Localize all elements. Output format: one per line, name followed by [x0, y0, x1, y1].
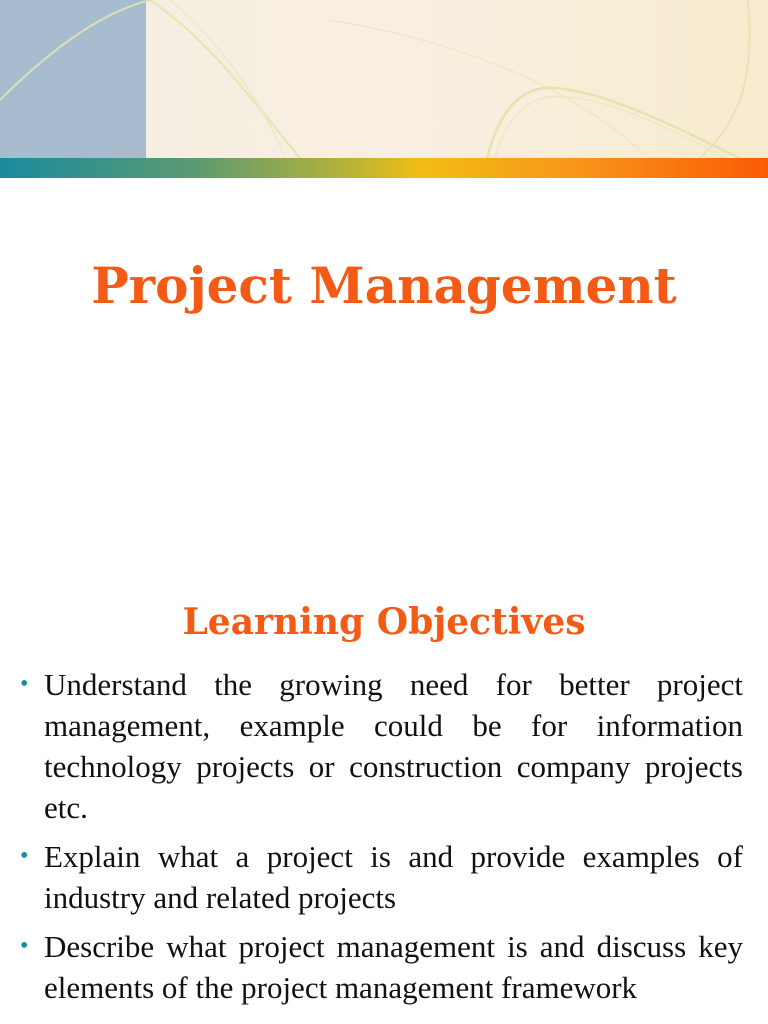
header-banner [0, 0, 768, 158]
slide-title: Project Management [91, 256, 677, 315]
decorative-curves [0, 0, 768, 158]
objective-text: Understand the growing need for better project management, example could be for information technology projects or construction company projects etc. [44, 667, 743, 825]
objective-text: Describe what project management is and discuss key elements of the project management framework [44, 929, 743, 1005]
list-item [20, 926, 743, 1008]
bullet-icon: • [20, 843, 29, 869]
objectives-list [20, 664, 743, 1016]
objective-text: Explain what a project is and provide examples of industry and related projects [44, 839, 743, 915]
slide-subtitle: Learning Objectives [182, 601, 586, 643]
gradient-stripe [0, 158, 768, 178]
bullet-icon: • [20, 671, 29, 697]
list-item [20, 836, 743, 918]
bullet-icon: • [20, 933, 29, 959]
list-item [20, 664, 743, 828]
